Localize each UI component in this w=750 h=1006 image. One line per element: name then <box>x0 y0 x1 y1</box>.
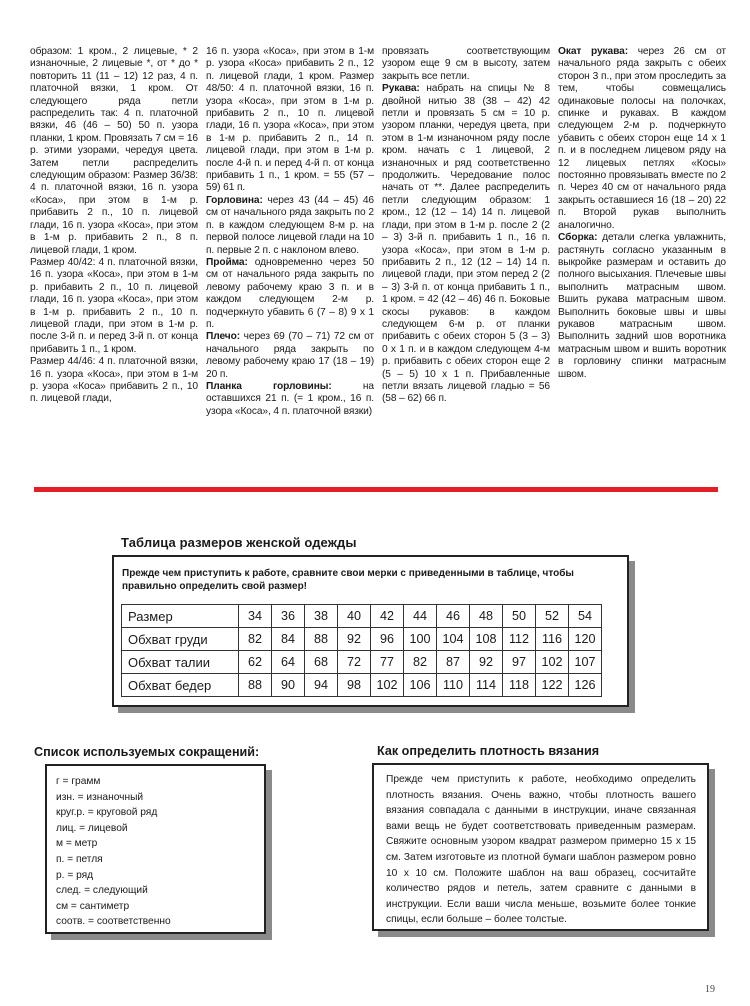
table-cell: 48 <box>470 605 503 628</box>
table-cell: 96 <box>371 628 404 651</box>
table-cell: 50 <box>503 605 536 628</box>
table-cell: 94 <box>305 674 338 697</box>
table-cell: 108 <box>470 628 503 651</box>
table-row-label: Обхват бедер <box>122 674 239 697</box>
paragraph-heading: Сборка: <box>558 232 598 244</box>
table-row <box>122 605 602 628</box>
abbreviations-box <box>45 764 266 934</box>
column-paragraph <box>30 257 198 356</box>
column-paragraph <box>206 257 374 331</box>
paragraph-text: через 26 см от начального ряда закрыть с обеих сторон 3 п., при этом проследить за тем, чтобы совмещались одинаковые полосы на полочках, спинке и рукавах. В каждом следующем 2-м р. подчеркнуто убавить с обеих сторон еще 14 х 1 п. и в последнем лицевом ряду на 12 лицевых петлях «Косы» постоянно провязывать вместе по 2 п. Через 40 см от начального ряда закрыть оставшиеся 16 (18 – 20) 22 п. Второй рукав выполнить аналогично. <box>558 46 726 231</box>
table-row <box>122 628 602 651</box>
table-cell: 110 <box>437 674 470 697</box>
table-cell: 106 <box>404 674 437 697</box>
table-cell: 44 <box>404 605 437 628</box>
abbreviation-item: р. = ряд <box>56 869 94 881</box>
table-cell: 72 <box>338 651 371 674</box>
column-paragraph <box>206 331 374 381</box>
table-cell: 122 <box>536 674 569 697</box>
table-cell: 112 <box>503 628 536 651</box>
table-cell: 98 <box>338 674 371 697</box>
size-table <box>121 604 602 697</box>
table-row-label: Обхват груди <box>122 628 239 651</box>
table-cell: 62 <box>239 651 272 674</box>
table-cell: 118 <box>503 674 536 697</box>
table-cell: 46 <box>437 605 470 628</box>
text-column-4 <box>558 46 726 381</box>
table-cell: 84 <box>272 628 305 651</box>
column-paragraph <box>558 46 726 232</box>
table-row-label: Размер <box>122 605 239 628</box>
column-paragraph <box>30 356 198 406</box>
abbreviation-item: след. = следующий <box>56 885 148 897</box>
paragraph-text: через 69 (70 – 71) 72 см от начального ряда закрыть по левому рабочему краю 17 (18 – 19) 20 п. <box>206 331 374 380</box>
density-title: Как определить плотность вязания <box>377 744 600 758</box>
abbreviation-item: см = сантиметр <box>56 900 130 912</box>
table-cell: 97 <box>503 651 536 674</box>
table-cell: 126 <box>569 674 602 697</box>
paragraph-text: одновременно через 50 см от начального ряда закрыть по левому рабочему краю 3 п. и в каждом следующем 2-м р. подчеркнуто убавить 6 (7 – 8) 9 х 1 п. <box>206 256 374 330</box>
table-cell: 107 <box>569 651 602 674</box>
paragraph-text: набрать на спицы № 8 двойной нитью 38 (38 – 42) 42 петли и провязать 5 см = 10 р. узором планки, чередуя цвета, при этом в 1-м изнаночном ряду после кром. начать с 1 лицевой, 2 изнаночных и ряд соответственно продолжить. Чередование полос начать от **. Далее распределить петли следующим образом: 1 кром., 12 (12 – 14) 14 п. лицевой глади, при этом в 1-м р. после 2 (2 – 3) 3-й п. прибавить 1 п., 16 п. узора «Коса», при этом в 1-м р. прибавить 2 п., 12 (12 – 14) 14 п. лицевой глади, при этом перед 2 (2 – 3) 3-й п. от конца прибавить 1 п., 1 кром. = 42 (42 – 46) 46 п. Боковые скосы рукавов: в каждом следующем 6-м р. от планки прибавить с обеих сторон 5 (3 – 3) 0 х 1 п. и в каждом следующем 4-м р. прибавить с обеих сторон еще 2 (5 – 5) 10 х 1 п. Прибавленные петли вязать лицевой гладью = 56 (58 – 62) 66 п. <box>382 83 550 405</box>
size-table-note: Прежде чем приступить к работе, сравните свои мерки с приведенными в таблице, чтобы правильно определить свой размер! <box>122 568 574 592</box>
table-cell: 102 <box>371 674 404 697</box>
table-cell: 102 <box>536 651 569 674</box>
table-cell: 100 <box>404 628 437 651</box>
paragraph-text: провязать соответствующим узором еще 9 см в высоту, затем закрыть все петли. <box>382 46 550 82</box>
paragraph-heading: Пройма: <box>206 256 248 268</box>
text-column-2 <box>206 46 374 418</box>
table-cell: 92 <box>470 651 503 674</box>
column-paragraph <box>558 232 726 381</box>
density-text: Прежде чем приступить к работе, необходимо определить плотность вязания. Очень важно, чтобы плотность вашего вязания совпадала с данными в инструкции, иначе связанная вами вещь не будет соответствовать приведенным размерам. Свяжите основным узором квадрат размером примерно 15 х 15 см. Затем изготовьте из плотной бумаги шаблон размером ровно 10 х 10 см. Положите шаблон на ваш образец, сосчитайте количество рядов и петель, затем сравните с данными в инструкции. Если ваши числа меньше, возьмите более тонкие спицы, если больше – более толстые. <box>386 774 696 926</box>
table-cell: 88 <box>305 628 338 651</box>
table-cell: 116 <box>536 628 569 651</box>
column-paragraph <box>382 46 550 83</box>
abbreviations-title: Список используемых сокращений: <box>34 745 260 759</box>
text-column-3 <box>382 46 550 406</box>
column-paragraph <box>206 195 374 257</box>
abbreviation-item: соотв. = соответственно <box>56 916 171 928</box>
table-cell: 87 <box>437 651 470 674</box>
column-paragraph <box>206 381 374 418</box>
paragraph-heading: Горловина: <box>206 194 263 206</box>
table-cell: 90 <box>272 674 305 697</box>
abbreviation-item: круг.р. = круговой ряд <box>56 807 158 819</box>
paragraph-heading: Рукава: <box>382 83 420 95</box>
table-cell: 64 <box>272 651 305 674</box>
table-cell: 40 <box>338 605 371 628</box>
paragraph-text: детали слегка увлажнить, растянуть согласно указанным в выкройке размерам и оставить до полного высыхания. Плечевые швы выполнить матрасным швом. Вшить рукава матрасным швом. Выполнить боковые швы и швы рукавов матрасным швом. Выполнить задний шов воротника матрасным швом и вшить воротник в горловину спинки матрасным швом. <box>558 232 726 380</box>
table-cell: 68 <box>305 651 338 674</box>
table-cell: 82 <box>404 651 437 674</box>
table-cell: 120 <box>569 628 602 651</box>
table-cell: 36 <box>272 605 305 628</box>
table-cell: 77 <box>371 651 404 674</box>
red-divider-rule <box>34 487 718 492</box>
paragraph-text: образом: 1 кром., 2 лицевые, * 2 изнаночные, 2 лицевые *, от * до * повторить 11 (11 – 12) 12 раз, 4 п. платочной вязки, 1 кром. От следующего ряда петли распределить так: 4 п. платочной вязки, 46 (46 – 50) 50 п. узора планки, 1 кром. Провязать 7 см = 16 р. этими узорами, чередуя цвета. Затем петли распределить следующим образом: Размер 36/38: 4 п. платочной вязки, 16 п. узора «Коса», при этом в 1-м р. прибавить 2 п., 10 п. лицевой глади, 16 п. узора «Коса», при этом в 1-м р. прибавить 2 п., 8 п. лицевой глади, 1 кром. <box>30 46 198 256</box>
column-paragraph <box>382 83 550 406</box>
table-row <box>122 651 602 674</box>
table-row-label: Обхват талии <box>122 651 239 674</box>
text-column-1 <box>30 46 198 406</box>
page-number: 19 <box>705 984 715 995</box>
table-cell: 54 <box>569 605 602 628</box>
abbreviation-item: изн. = изнаночный <box>56 791 144 803</box>
table-cell: 52 <box>536 605 569 628</box>
size-table-title: Таблица размеров женской одежды <box>121 535 357 550</box>
density-box <box>372 763 709 931</box>
size-table-box <box>112 555 629 707</box>
table-cell: 114 <box>470 674 503 697</box>
paragraph-heading: Планка горловины: <box>206 380 332 392</box>
abbreviation-item: п. = петля <box>56 853 103 865</box>
paragraph-heading: Плечо: <box>206 331 241 343</box>
abbreviation-item: м = метр <box>56 838 98 850</box>
paragraph-text: Размер 40/42: 4 п. платочной вязки, 16 п. узора «Коса», при этом в 1-м р. прибавить 2 п., 10 п. лицевой глади, 16 п. узора «Коса», при этом в 1-м р. прибавить 2 п., 10 п. лицевой глади, при этом в 1-м р. после 3-й п. и перед 3-й п. от конца прибавить 1 п., 1 кром. <box>30 256 198 355</box>
paragraph-text: на оставшихся 21 п. (= 1 кром., 16 п. узора «Коса», 4 п. платочной вязки) <box>206 380 374 417</box>
abbreviation-item: лиц. = лицевой <box>56 822 128 834</box>
table-cell: 38 <box>305 605 338 628</box>
table-cell: 92 <box>338 628 371 651</box>
table-cell: 42 <box>371 605 404 628</box>
abbreviation-item: г = грамм <box>56 776 101 787</box>
table-cell: 34 <box>239 605 272 628</box>
column-paragraph <box>30 46 198 257</box>
paragraph-text: через 43 (44 – 45) 46 см от начального ряда закрыть по 2 п. в каждом следующем 8-м р. на первой полосе лицевой глади на 10 п. первые 2 п. с наклоном влево. <box>206 194 374 256</box>
table-row <box>122 674 602 697</box>
instruction-columns <box>30 46 730 478</box>
table-cell: 104 <box>437 628 470 651</box>
table-cell: 88 <box>239 674 272 697</box>
paragraph-text: 16 п. узора «Коса», при этом в 1-м р. узора «Коса» прибавить 2 п., 12 п. лицевой глади, 1 кром. Размер 48/50: 4 п. платочной вязки, 16 п. узора «Коса», при этом в 1-м р. прибавить 2 п., 10 п. лицевой глади, 16 п. узора «Коса», при этом в 1-м р. прибавить 2 п., 14 п. лицевой глади, при этом в 1-м р. после 4-й п. и перед 4-й п. от конца прибавить 1 п., 1 кром. = 55 (57 – 59) 61 п. <box>206 46 374 194</box>
table-cell: 82 <box>239 628 272 651</box>
paragraph-heading: Окат рукава: <box>558 46 628 57</box>
paragraph-text: Размер 44/46: 4 п. платочной вязки, 16 п. узора «Коса», при этом в 1-м р. узора «Коса» прибавить 2 п., 10 п. лицевой глади, <box>30 356 198 405</box>
column-paragraph <box>206 46 374 195</box>
